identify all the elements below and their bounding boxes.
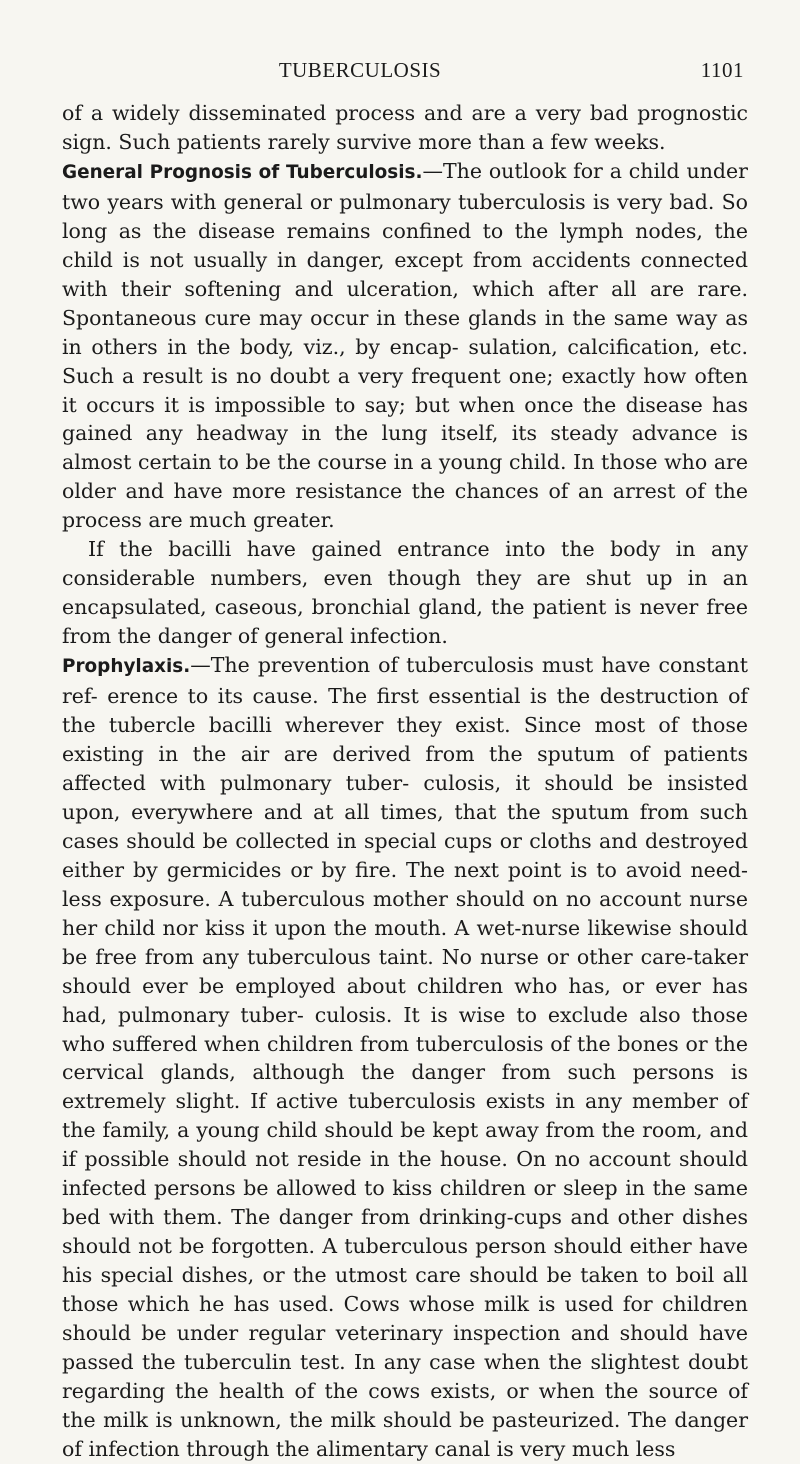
- page-number: 1101: [700, 58, 744, 82]
- paragraph-prophylaxis-body: —The prevention of tuberculosis must have constant ref- erence to its cause. The first essential is the destruction of the tubercle bacilli wherever they exist. Since most of those existing in the air are derived from the sputum of patients affected with pulmonary tuber- culosis, it should be insisted upon, everywhere and at all times, that the sputum from such cases should be collected in special cups or cloths and destroyed either by germicides or by fire. The next point is to avoid need- less exposure. A tuberculous mother should on no account nurse her child nor kiss it upon the mouth. A wet-nurse likewise should be free from any tuberculous taint. No nurse or other care-taker should ever be employed about children who has, or ever has had, pulmonary tuber- culosis. It is wise to exclude also those who suffered when children from tuberculosis of the bones or the cervical glands, although the danger from such persons is extremely slight. If active tuberculosis exists in any member of the family, a young child should be kept away from the room, and if possible should not reside in the house. On no account should infected persons be allowed to kiss children or sleep in the same bed with them. The danger from drinking-cups and other dishes should not be forgotten. A tuberculous person should either have his special dishes, or the utmost care should be taken to boil all those which he has used. Cows whose milk is used for children should be under regular veterinary inspection and should have passed the tuberculin test. In any case when the slightest doubt regarding the health of the cows exists, or when the source of the milk is unknown, the milk should be pasteurized. The danger of infection through the alimentary canal is very much less: [62, 653, 748, 1461]
- body-text: [62, 99, 748, 1464]
- running-head: TUBERCULOSIS: [278, 58, 442, 82]
- section-heading-general-prognosis: General Prognosis of Tuberculosis.: [62, 161, 423, 183]
- paragraph-continuation: of a widely disseminated process and are a very bad prognostic sign. Such patients rarely survive more than a few weeks.: [62, 101, 748, 154]
- paragraph-prophylaxis: [62, 651, 748, 1464]
- section-heading-prophylaxis: Prophylaxis.: [62, 656, 191, 678]
- page-header: [62, 58, 748, 94]
- paragraph-bacilli-entrance: If the bacilli have gained entrance into the body in any considerable numbers, even though they are shut up in an encapsulated, caseous, bronchial gland, the patient is never free from the danger of general infection.: [62, 537, 748, 649]
- paragraph-general-prognosis: [62, 157, 748, 535]
- paragraph-general-prognosis-body: —The outlook for a child under two years with general or pulmonary tuberculosis is very bad. So long as the disease remains confined to the lymph nodes, the child is not usually in danger, except from accidents connected with their softening and ulceration, which after all are rare. Spontaneous cure may occur in these glands in the same way as in others in the body, viz., by encap- sulation, calcification, etc. Such a result is no doubt a very frequent one; exactly how often it occurs it is impossible to say; but when once the disease has gained any headway in the lung itself, its steady advance is almost certain to be the course in a young child. In those who are older and have more resistance the chances of an arrest of the process are much greater.: [62, 158, 748, 533]
